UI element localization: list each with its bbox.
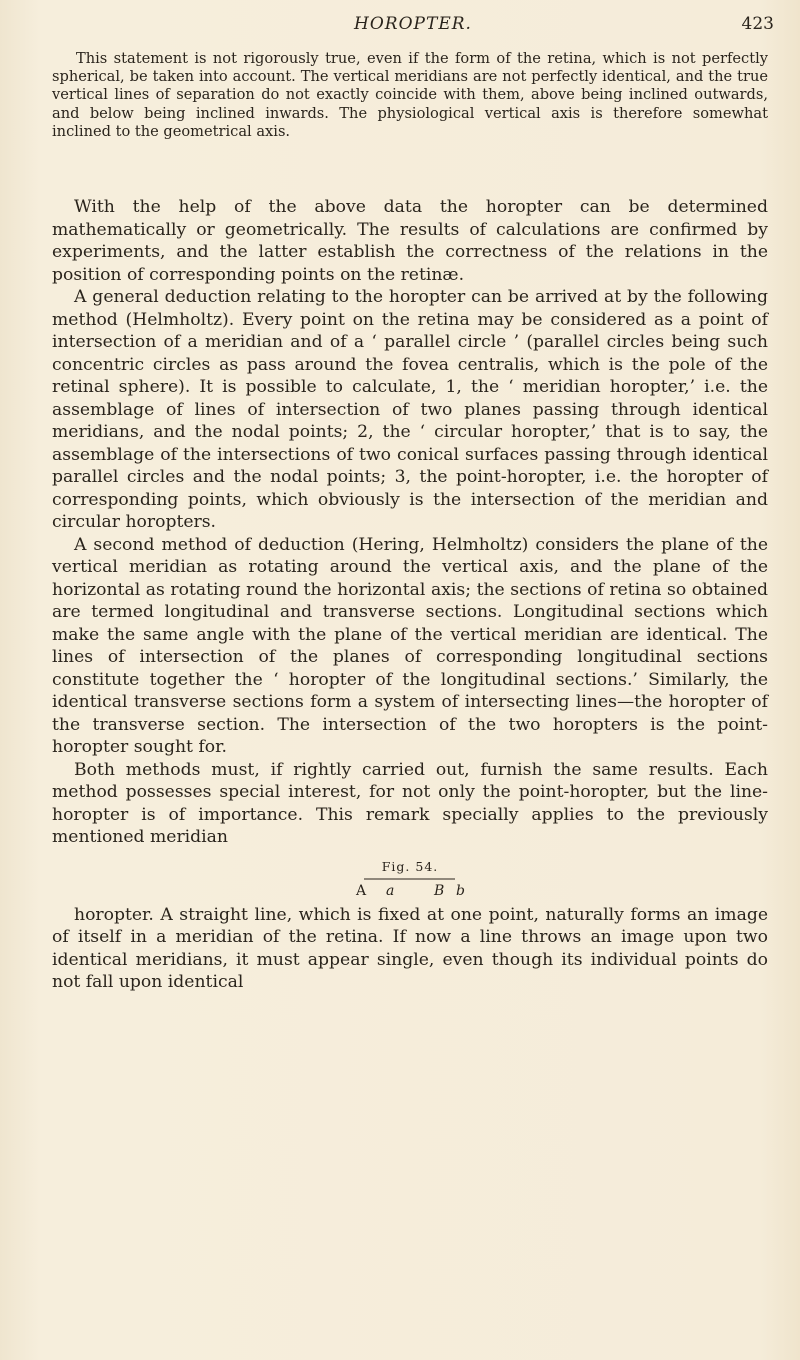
footnote-paragraph: This statement is not rigorously true, even if the form of the retina, which is not perfectly spherical, be taken into account. The vertical meridians are not perfectly identical, and the true vertical lines of separation do not exactly coincide with them, above being inclined outwards, and below being inclined inwards. The physiological vertical axis is therefore somewhat inclined to the geometrical axis.	[52, 50, 768, 140]
main-text	[52, 196, 768, 994]
paragraph-mathematical-determination: With the help of the above data the horopter can be determined mathematically or geometrically. The results of calculations are confirmed by experiments, and the latter establish the correctness of the relations in the position of corresponding points on the retinæ.	[52, 197, 768, 285]
paragraph-both-methods: Both methods must, if rightly carried out, furnish the same results. Each method possesses special interest, for not only the point-horopter, but the line-horopter is of importance. This remark specially applies to the previously mentioned meridian	[52, 759, 768, 847]
running-title: HOROPTER.	[354, 14, 472, 34]
figure-caption: Fig. 54.	[381, 858, 439, 874]
paragraph-hering-method: A second method of deduction (Hering, Helmholtz) considers the plane of the vertical meridian as rotating around the vertical axis, and the plane of the horizontal as rotating round the horizontal axis; the sections of retina so obtained are termed longitudinal and transverse sections. Longitudinal sections which make the same angle with the plane of the vertical meridian are identical. The lines of intersection of the planes of corresponding longitudinal sections constitute together the ‘ horopter of the longitudinal sections.’ Similarly, the identical transverse sections form a system of intersecting lines—the horopter of the transverse section. The intersection of the two horopters is the point-horopter sought for.	[52, 534, 768, 757]
page-header	[52, 14, 774, 42]
figure-54-diagram	[350, 876, 470, 900]
figure-label-b: b	[456, 882, 465, 899]
paragraph-helmholtz-method: A general deduction relating to the horopter can be arrived at by the following method (Helmholtz). Every point on the retina may be considered as a point of intersection of a meridian and of a ‘ parallel circle ’ (parallel circles being such concentric circles as pass around the fovea centralis, which is the pole of the retinal sphere). It is possible to calculate, 1, the ‘ meridian horopter,’ i.e. the assemblage of lines of intersection of two planes passing through identical meridians, and the nodal points; 2, the ‘ circular horopter,’ that is to say, the assemblage of the intersections of two conical surfaces passing through identical parallel circles and the nodal points; 3, the point-horopter, i.e. the horopter of corresponding points, which obviously is the intersection of the meridian and circular horopters.	[52, 287, 768, 532]
page-number: 423	[741, 14, 774, 34]
figure-label-a: a	[386, 882, 395, 899]
paragraph-horopter-straight-line: horopter. A straight line, which is fixed at one point, naturally forms an image of itself in a meridian of the retina. If now a line throws an image upon two identical meridians, it must appear single, even though its individual points do not fall upon identical	[52, 904, 768, 992]
figure-54	[52, 858, 768, 900]
figure-label-A: A	[356, 882, 367, 899]
figure-label-B: B	[434, 882, 445, 899]
